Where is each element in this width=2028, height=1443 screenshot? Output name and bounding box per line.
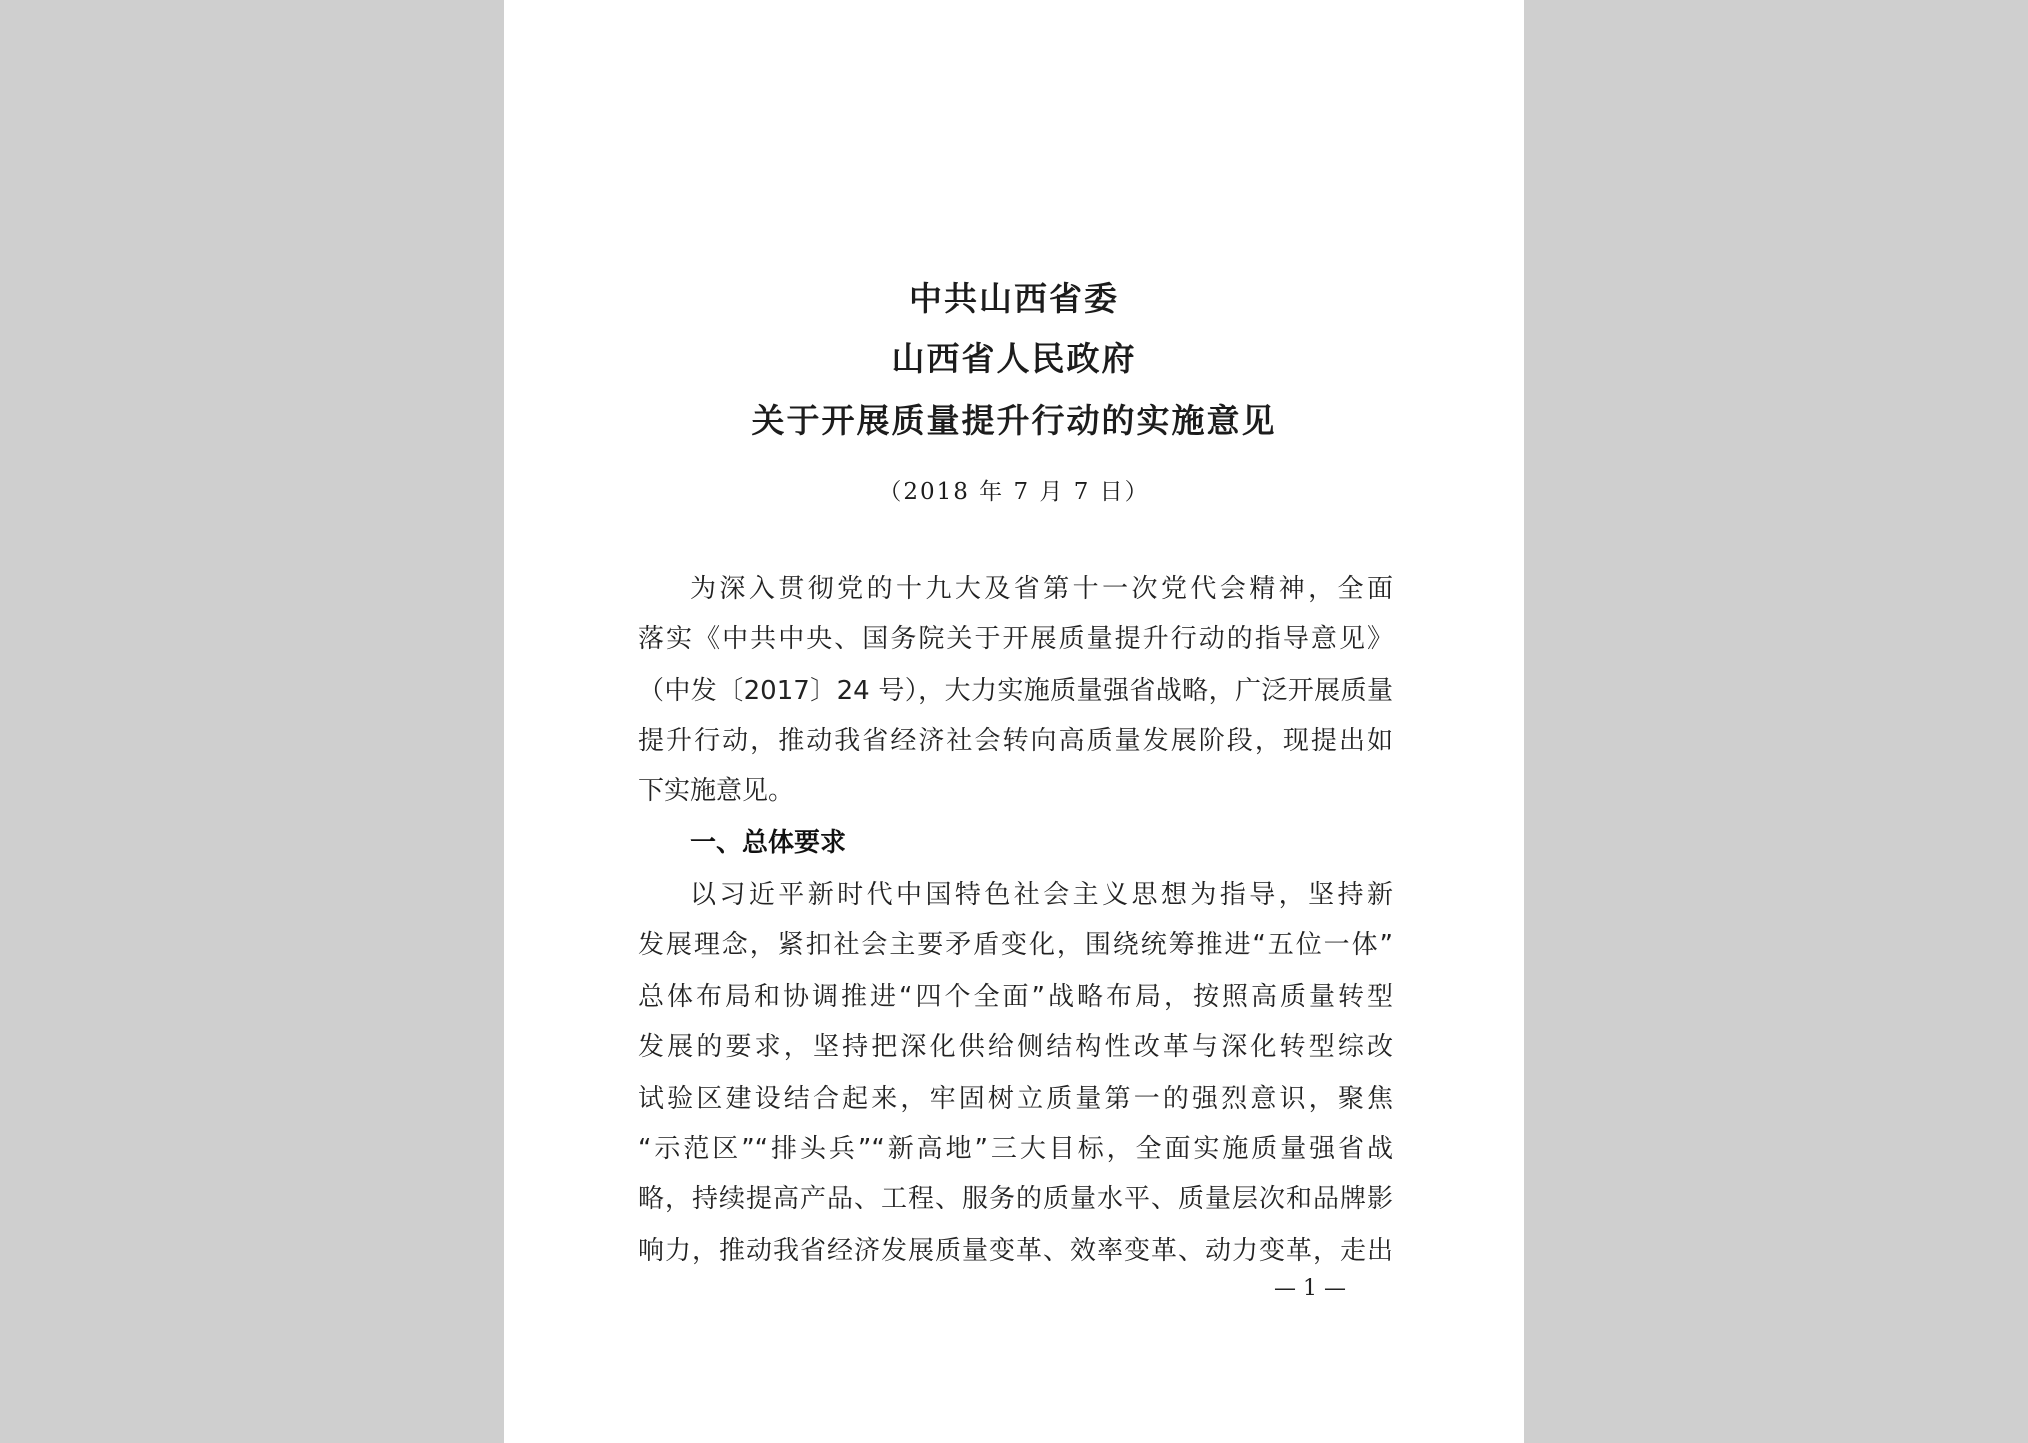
intro-line: （中发〔2017〕24 号），大力实施质量强省战略，广泛开展质量 xyxy=(638,676,1393,706)
intro-line: 提升行动，推动我省经济社会转向高质量发展阶段，现提出如 xyxy=(638,726,1393,756)
intro-line: 下实施意见。 xyxy=(638,776,795,806)
body-line: 总体布局和协调推进“四个全面”战略布局，按照高质量转型 xyxy=(638,982,1393,1012)
title-line-3: 关于开展质量提升行动的实施意见 xyxy=(751,401,1277,440)
intro-line: 落实《中共中央、国务院关于开展质量提升行动的指导意见》 xyxy=(638,624,1393,654)
body-line: 略，持续提高产品、工程、服务的质量水平、质量层次和品牌影 xyxy=(638,1184,1393,1214)
body-line: 发展的要求，坚持把深化供给侧结构性改革与深化转型综改 xyxy=(638,1032,1393,1062)
page-number: — 1 — xyxy=(1274,1276,1346,1301)
section-heading: 一、总体要求 xyxy=(690,828,847,858)
intro-line: 为深入贯彻党的十九大及省第十一次党代会精神，全面 xyxy=(690,574,1393,604)
body-line: “示范区”“排头兵”“新高地”三大目标，全面实施质量强省战 xyxy=(638,1134,1393,1164)
document-date: （2018 年 7 月 7 日） xyxy=(878,479,1150,505)
document-page xyxy=(504,0,1524,1443)
title-line-1: 中共山西省委 xyxy=(909,279,1119,318)
title-line-2: 山西省人民政府 xyxy=(891,339,1137,378)
body-line: 发展理念，紧扣社会主要矛盾变化，围绕统筹推进“五位一体” xyxy=(638,930,1393,960)
body-line: 以习近平新时代中国特色社会主义思想为指导，坚持新 xyxy=(690,880,1393,910)
body-line: 试验区建设结合起来，牢固树立质量第一的强烈意识，聚焦 xyxy=(638,1084,1393,1114)
body-line: 响力，推动我省经济发展质量变革、效率变革、动力变革，走出 xyxy=(638,1236,1393,1266)
